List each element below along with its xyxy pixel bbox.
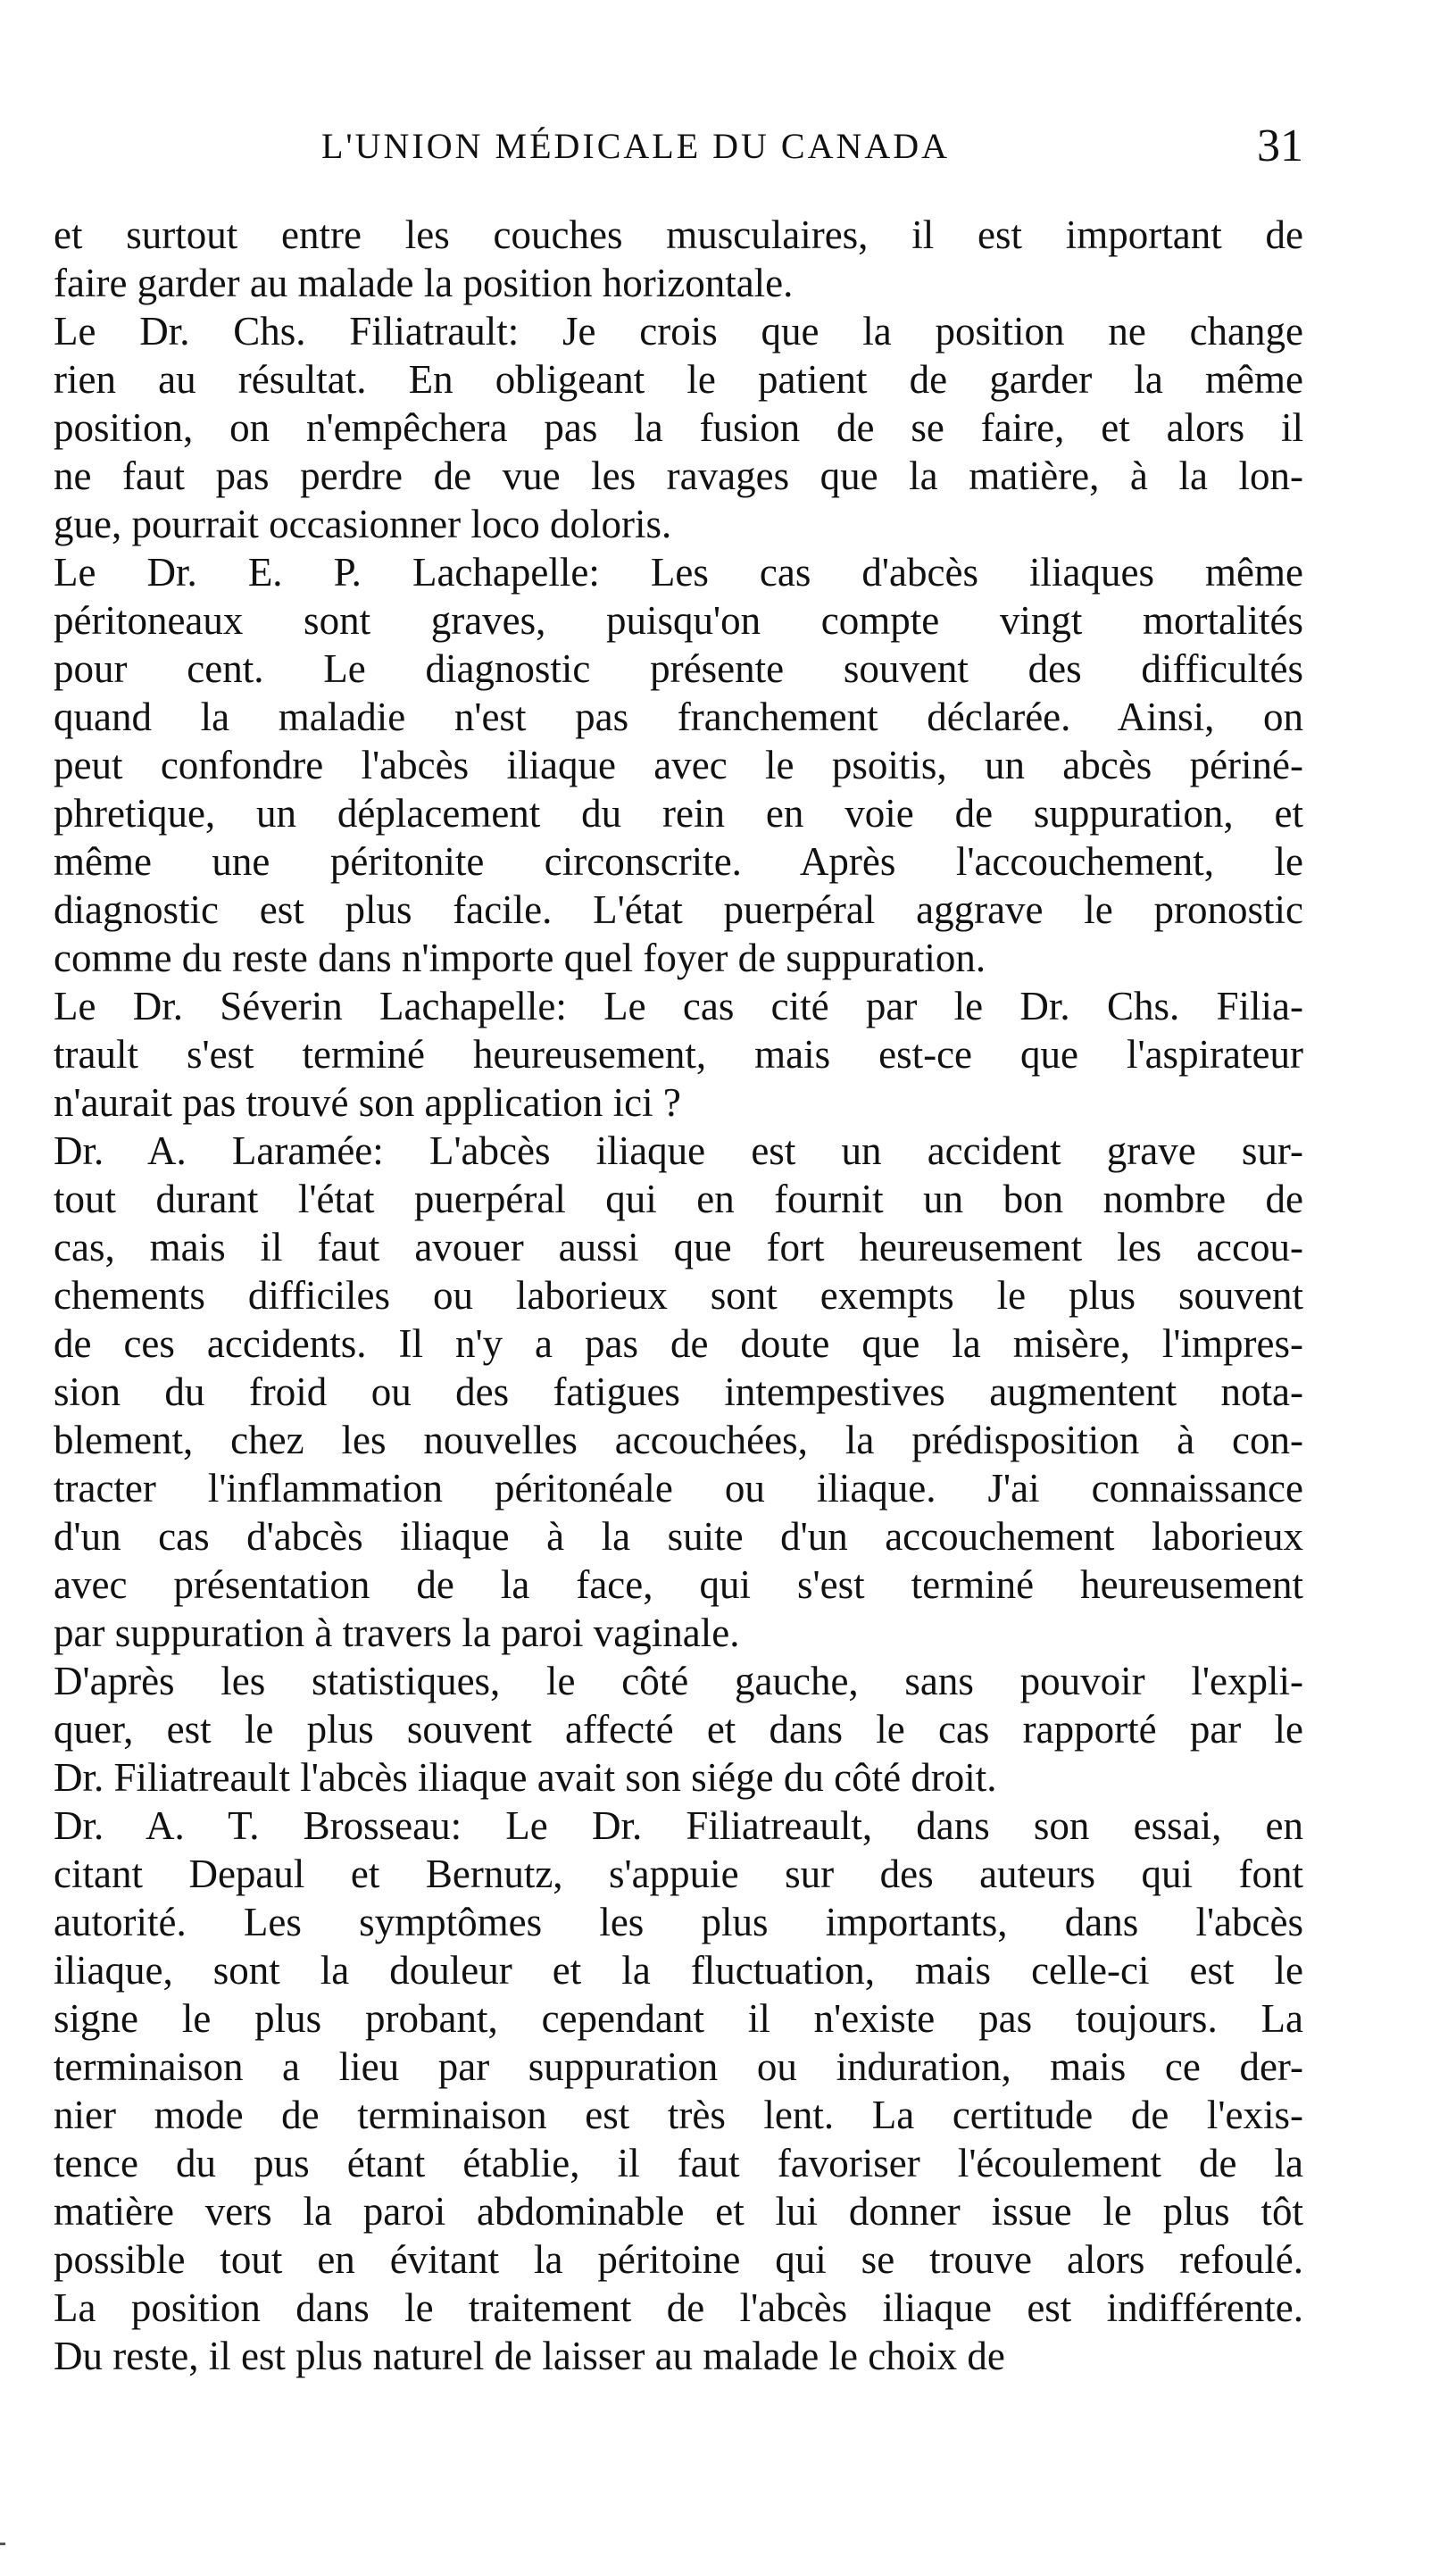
text-line: peut confondre l'abcès iliaque avec le psoitis, un abcès périné- [54,743,1303,787]
text-line: rien au résultat. En obligeant le patient de garder la même [54,357,1303,402]
text-line: Du reste, il est plus naturel de laisser au malade le choix de [54,2334,1005,2378]
text-line: faire garder au malade la position horizontale. [54,261,794,305]
text-line: signe le plus probant, cependant il n'existe pas toujours. La [54,1996,1303,2041]
text-line: terminaison a lieu par suppuration ou induration, mais ce der- [54,2044,1303,2089]
text-line: nier mode de terminaison est très lent. La certitude de l'exis- [54,2093,1303,2137]
text-line: Le Dr. E. P. Lachapelle: Les cas d'abcès iliaques même [54,550,1303,595]
text-line: autorité. Les symptômes les plus importants, dans l'abcès [54,1900,1303,1944]
text-line: Le Dr. Chs. Filiatrault: Je crois que la position ne change [54,309,1303,354]
text-line: Dr. A. T. Brosseau: Le Dr. Filiatreault, dans son essai, en [54,1803,1303,1848]
text-line: possible tout en évitant la péritoine qui se trouve alors refoulé. [54,2237,1303,2282]
text-line: comme du reste dans n'importe quel foyer de suppuration. [54,936,986,980]
text-line: position, on n'empêchera pas la fusion de se faire, et alors il [54,405,1303,450]
body-text [54,211,1303,2380]
page-edge-mark [0,2543,5,2545]
text-line: iliaque, sont la douleur et la fluctuation, mais celle-ci est le [54,1948,1303,1993]
text-line: de ces accidents. Il n'y a pas de doute que la misère, l'impres- [54,1321,1303,1366]
text-line: La position dans le traitement de l'abcès iliaque est indifférente. [54,2285,1303,2330]
text-line: citant Depaul et Bernutz, s'appuie sur des auteurs qui font [54,1852,1303,1896]
text-line: phretique, un déplacement du rein en voie de suppuration, et [54,791,1303,836]
text-line: chements difficiles ou laborieux sont exempts le plus souvent [54,1273,1303,1318]
text-line: ne faut pas perdre de vue les ravages que la matière, à la lon- [54,454,1303,498]
text-line: blement, chez les nouvelles accouchées, la prédisposition à con- [54,1418,1303,1462]
text-line: trault s'est terminé heureusement, mais est-ce que l'aspirateur [54,1032,1303,1077]
journal-title: L'UNION MÉDICALE DU CANADA [321,126,951,166]
text-line: cas, mais il faut avouer aussi que fort heureusement les accou- [54,1225,1303,1269]
text-line: d'un cas d'abcès iliaque à la suite d'un accouchement laborieux [54,1514,1303,1559]
text-line: diagnostic est plus facile. L'état puerpéral aggrave le pronostic [54,887,1303,932]
text-line: tence du pus étant établie, il faut favoriser l'écoulement de la [54,2141,1303,2185]
text-line: n'aurait pas trouvé son application ici ? [54,1080,681,1125]
text-line: tracter l'inflammation péritonéale ou iliaque. J'ai connaissance [54,1466,1303,1511]
text-line: quer, est le plus souvent affecté et dans le cas rapporté par le [54,1707,1303,1752]
text-line: par suppuration à travers la paroi vaginale. [54,1611,740,1655]
running-header [54,121,1303,179]
text-line: Le Dr. Séverin Lachapelle: Le cas cité par le Dr. Chs. Filia- [54,984,1303,1028]
text-line: et surtout entre les couches musculaires, il est important de [54,212,1303,257]
page-number: 31 [1257,121,1303,171]
text-line: D'après les statistiques, le côté gauche, sans pouvoir l'expli- [54,1659,1303,1703]
text-line: péritoneaux sont graves, puisqu'on compte vingt mortalités [54,598,1303,643]
text-line: tout durant l'état puerpéral qui en fournit un bon nombre de [54,1177,1303,1221]
text-line: matière vers la paroi abdominable et lui donner issue le plus tôt [54,2189,1303,2234]
text-line: avec présentation de la face, qui s'est terminé heureusement [54,1562,1303,1607]
text-line: même une péritonite circonscrite. Après l'accouchement, le [54,839,1303,884]
text-line: Dr. Filiatreault l'abcès iliaque avait son siége du côté droit. [54,1755,997,1800]
text-line: Dr. A. Laramée: L'abcès iliaque est un accident grave sur- [54,1128,1303,1173]
text-line: sion du froid ou des fatigues intempestives augmentent nota- [54,1369,1303,1414]
text-line: gue, pourrait occasionner loco doloris. [54,502,672,546]
text-line: pour cent. Le diagnostic présente souvent des difficultés [54,646,1303,691]
text-line: quand la maladie n'est pas franchement déclarée. Ainsi, on [54,695,1303,739]
